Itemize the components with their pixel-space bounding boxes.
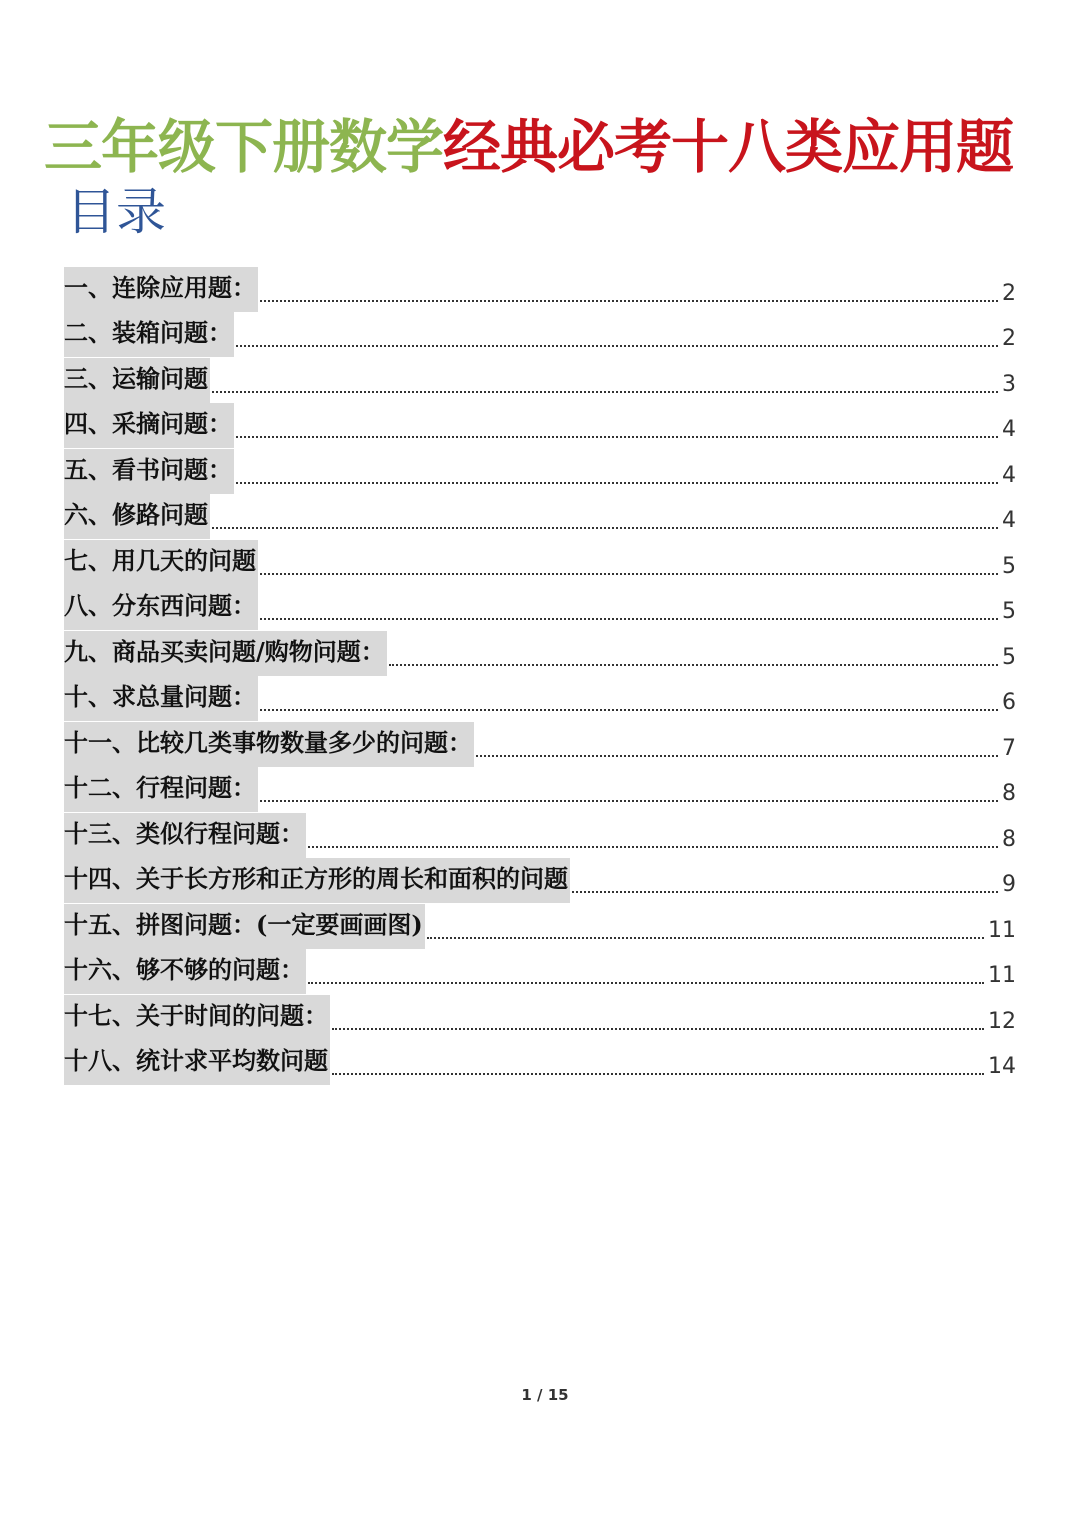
toc-entry-page[interactable]: 3 [1002, 371, 1016, 397]
toc-dot-leader [332, 1072, 984, 1075]
toc-entry-page[interactable]: 5 [1002, 553, 1016, 579]
toc-entry[interactable] [64, 266, 1016, 312]
toc-entry-label[interactable]: 四、采摘问题： [64, 403, 234, 448]
toc-entry-label[interactable]: 五、看书问题： [64, 449, 234, 494]
toc-entry[interactable] [64, 630, 1016, 676]
toc-entry-page[interactable]: 6 [1002, 690, 1016, 715]
toc-entry-label[interactable]: 九、商品买卖问题/购物问题： [64, 631, 387, 676]
toc-dot-leader [308, 981, 984, 984]
toc-entry[interactable] [64, 676, 1016, 722]
toc-entry-page[interactable]: 9 [1002, 872, 1016, 897]
toc-entry[interactable] [64, 812, 1016, 858]
toc-dot-leader [236, 344, 998, 347]
toc-entry-page[interactable]: 8 [1002, 826, 1016, 852]
toc-entry[interactable] [64, 448, 1016, 494]
toc-dot-leader [212, 390, 998, 393]
toc-dot-leader [212, 526, 998, 529]
toc-entry[interactable] [64, 949, 1016, 995]
toc-entry-page[interactable]: 4 [1002, 508, 1016, 533]
toc-entry-label[interactable]: 十七、关于时间的问题： [64, 995, 330, 1040]
toc-dot-leader [308, 845, 998, 848]
toc-dot-leader [260, 799, 998, 802]
toc-entry-page[interactable]: 12 [988, 1008, 1016, 1034]
table-of-contents [64, 266, 1016, 1085]
toc-entry-page[interactable]: 11 [988, 963, 1016, 988]
toc-dot-leader [572, 890, 998, 893]
toc-entry-page[interactable]: 14 [988, 1054, 1016, 1079]
toc-entry-page[interactable]: 2 [1002, 280, 1016, 306]
toc-entry-label[interactable]: 十五、拼图问题：(一定要画画图) [64, 904, 425, 949]
toc-entry-label[interactable]: 二、装箱问题： [64, 312, 234, 357]
toc-entry[interactable] [64, 994, 1016, 1040]
toc-dot-leader [389, 663, 998, 666]
toc-entry-label[interactable]: 一、连除应用题： [64, 267, 258, 312]
toc-entry-label[interactable]: 三、运输问题 [64, 358, 210, 403]
toc-entry[interactable] [64, 858, 1016, 904]
toc-entry[interactable] [64, 494, 1016, 540]
toc-entry-label[interactable]: 十四、关于长方形和正方形的周长和面积的问题 [64, 858, 570, 903]
toc-entry-page[interactable]: 4 [1002, 462, 1016, 488]
toc-heading: 目录 [66, 183, 166, 241]
toc-entry-page[interactable]: 8 [1002, 781, 1016, 806]
toc-dot-leader [427, 936, 984, 939]
toc-entry-label[interactable]: 十三、类似行程问题： [64, 813, 306, 858]
toc-entry[interactable] [64, 721, 1016, 767]
toc-dot-leader [476, 754, 998, 757]
toc-entry[interactable] [64, 767, 1016, 813]
title-topic-text: 经典必考十八类应用题 [443, 112, 1014, 181]
toc-dot-leader [260, 299, 998, 302]
page-title [44, 107, 1074, 187]
toc-entry[interactable] [64, 539, 1016, 585]
toc-entry[interactable] [64, 1040, 1016, 1086]
page-indicator: 1 / 15 [521, 1386, 569, 1404]
toc-entry[interactable] [64, 403, 1016, 449]
title-grade-text: 三年级下册数学 [44, 112, 444, 181]
toc-dot-leader [260, 708, 998, 711]
toc-entry[interactable] [64, 903, 1016, 949]
toc-entry[interactable] [64, 312, 1016, 358]
toc-entry-label[interactable]: 十八、统计求平均数问题 [64, 1040, 330, 1085]
toc-entry-page[interactable]: 5 [1002, 599, 1016, 624]
toc-dot-leader [236, 481, 998, 484]
toc-entry[interactable] [64, 585, 1016, 631]
toc-entry-page[interactable]: 5 [1002, 644, 1016, 670]
toc-entry-label[interactable]: 八、分东西问题： [64, 585, 258, 630]
toc-dot-leader [332, 1027, 984, 1030]
toc-entry-page[interactable]: 11 [988, 917, 1016, 943]
toc-entry-label[interactable]: 十、求总量问题： [64, 676, 258, 721]
toc-dot-leader [236, 435, 998, 438]
toc-entry-page[interactable]: 2 [1002, 326, 1016, 351]
toc-entry-label[interactable]: 六、修路问题 [64, 494, 210, 539]
toc-entry-label[interactable]: 十六、够不够的问题： [64, 949, 306, 994]
toc-entry-page[interactable]: 4 [1002, 417, 1016, 442]
toc-entry-page[interactable]: 7 [1002, 735, 1016, 761]
toc-dot-leader [260, 617, 998, 620]
toc-entry[interactable] [64, 357, 1016, 403]
toc-entry-label[interactable]: 七、用几天的问题 [64, 540, 258, 585]
toc-entry-label[interactable]: 十一、比较几类事物数量多少的问题： [64, 722, 474, 767]
toc-entry-label[interactable]: 十二、行程问题： [64, 767, 258, 812]
toc-dot-leader [260, 572, 998, 575]
